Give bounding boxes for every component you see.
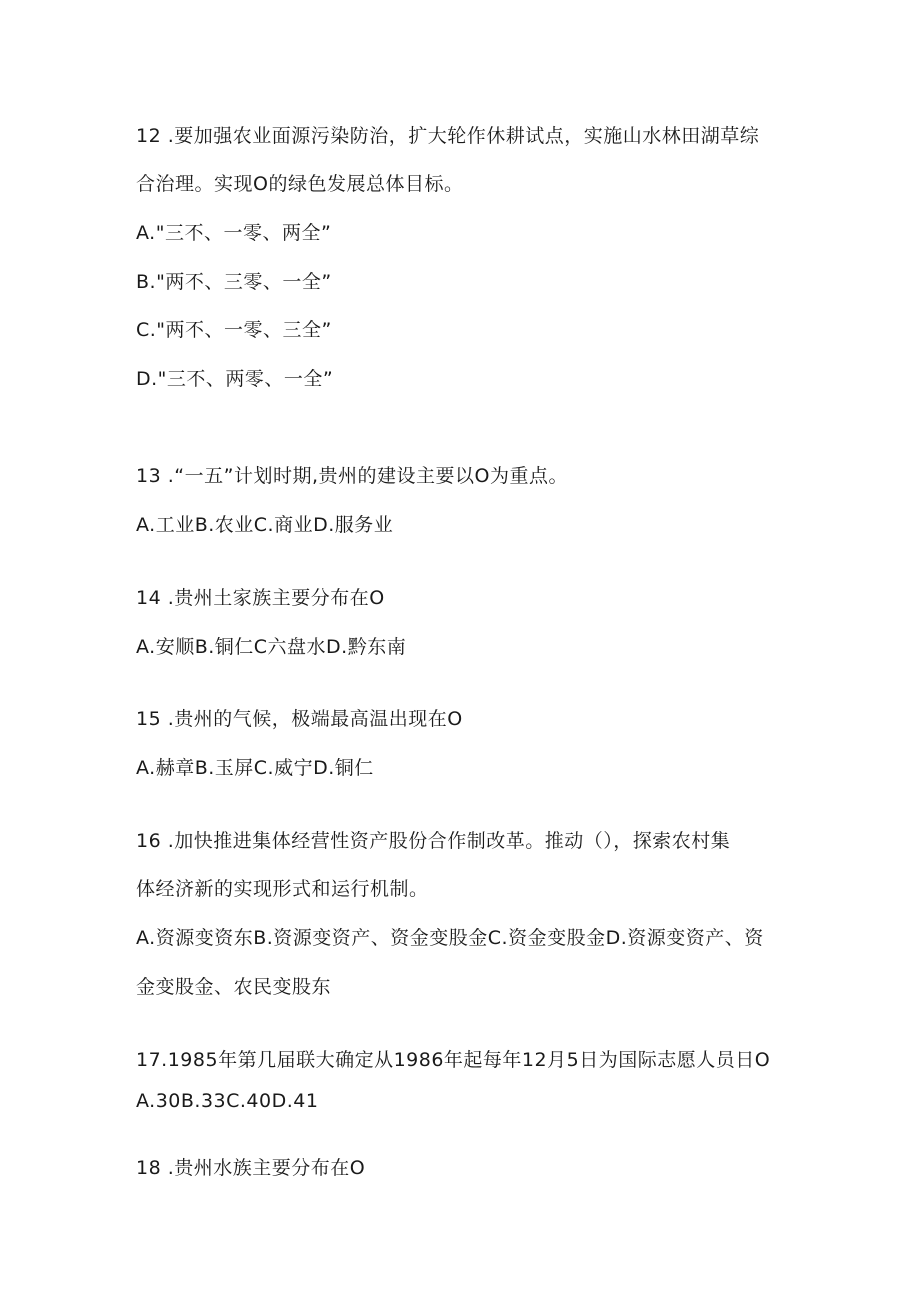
question-12-stem-line-1: 12 .要加强农业面源污染防治，扩大轮作休耕试点，实施山水林田湖草综 — [136, 125, 760, 147]
question-12-option-c: C."两不、一零、三全” — [136, 319, 332, 341]
question-13-options: A.工业B.农业C.商业D.服务业 — [136, 514, 394, 536]
question-15-stem: 15 .贵州的气候，极端最高温出现在O — [136, 708, 463, 730]
question-16-options-line-1: A.资源变资东B.资源变资产、资金变股金C.资金变股金D.资源变资产、资 — [136, 927, 764, 949]
question-13-stem: 13 .“一五”计划时期,贵州的建设主要以O为重点。 — [136, 465, 568, 487]
question-14-options: A.安顺B.铜仁C六盘水D.黔东南 — [136, 636, 407, 658]
question-12-option-d: D."三不、两零、一全” — [136, 368, 334, 390]
question-18-stem: 18 .贵州水族主要分布在O — [136, 1157, 366, 1179]
question-16-stem-line-1: 16 .加快推进集体经营性资产股份合作制改革。推动（），探索农村集 — [136, 830, 731, 852]
question-12-option-b: B."两不、三零、一全” — [136, 271, 332, 293]
question-15-options: A.赫章B.玉屏C.威宁D.铜仁 — [136, 757, 374, 779]
question-17-options: A.30B.33C.40D.41 — [136, 1090, 319, 1112]
question-16-stem-line-2: 体经济新的实现形式和运行机制。 — [136, 878, 429, 900]
question-16-options-line-2: 金变股金、农民变股东 — [136, 976, 332, 998]
question-17-stem: 17.1985年第几届联大确定从1986年起每年12月5日为国际志愿人员日O — [136, 1049, 771, 1071]
question-14-stem: 14 .贵州土家族主要分布在O — [136, 587, 385, 609]
question-12-stem-line-2: 合治理。实现O的绿色发展总体目标。 — [136, 173, 464, 195]
question-12-option-a: A."三不、一零、两全” — [136, 222, 332, 244]
